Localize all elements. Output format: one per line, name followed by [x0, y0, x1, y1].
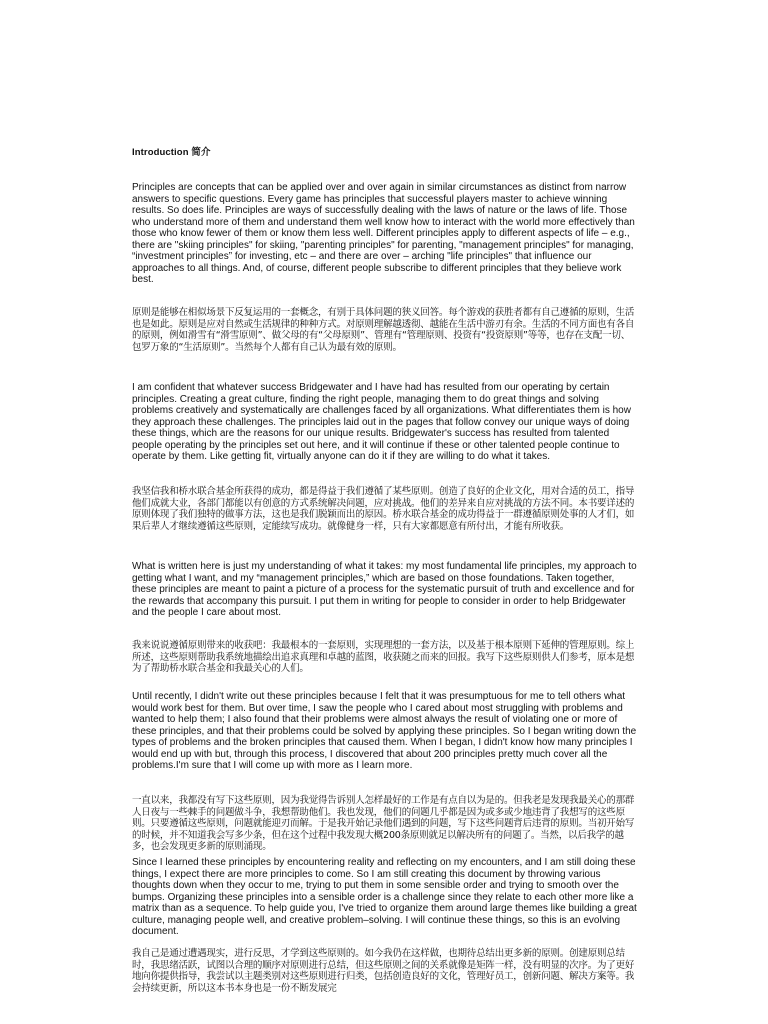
- paragraph-zh-5: 我自己是通过遭遇现实，进行反思，才学到这些原则的。如今我仍在这样做，也期待总结出更多新的原则。创建原则总结时，我思绪活跃，试图以合理的顺序对原则进行总结，但这些原则之间的关系就像是矩阵一样，没有明显的次序。为了更好地向你提供指导，我尝试以主题类别对这些原则进行归类，包括创造良好的文化，管理好员工，创新问题、解决方案等。我会持续更新，所以这本书本身也是一份不断发展完: [132, 948, 635, 994]
- paragraph-en-4: Until recently, I didn't write out these principles because I felt that it was presumptuous for me to tell others what would work best for them. But over time, I saw the people who I cared about most struggling with problems and wanted to help them; I also found that their problems were almost always the result of violating one or more of these principles, and that their problems could be solved by applying these principles. So I began writing down the types of problems and the broken principles that caused them. When I began, I didn't know how many principles I would end up with but, through this process, I discovered that about 200 principles pretty much cover all the problems.I'm sure that I will come up with more as I learn more.: [132, 691, 637, 771]
- paragraph-zh-2: 我坚信我和桥水联合基金所获得的成功，都是得益于我们遵循了某些原则。创造了良好的企业文化，用对合适的员工，指导他们成就大业，各部门都能以有创意的方式系统解决问题，应对挑战。他们的差异来自应对挑战的方法不同。本书要详述的原则体现了我们独特的做事方法，这也是我们脱颖而出的原因。桥水联合基金的成功得益于一群遵循原则处事的人才们，如果后辈人才继续遵循这些原则，定能续写成功。就像健身一样，只有大家都愿意有所付出，才能有所收获。: [132, 486, 635, 532]
- paragraph-en-2: I am confident that whatever success Bridgewater and I have had has resulted from our operating by certain principles. Creating a great culture, finding the right people, managing them to do great things and solving problems creatively and systematically are challenges faced by all organizations. What differentiates them is how they approach these challenges. The principles laid out in the pages that follow convey our unique ways of doing these things, which are the reasons for our unique results. Bridgewater's success has resulted from talented people operating by the principles set out here, and it will continue if these or other talented people continue to operate by them. Like getting fit, virtually anyone can do it if they are willing to do what it takes.: [132, 382, 631, 462]
- paragraph-en-1: Principles are concepts that can be applied over and over again in similar circumstances as distinct from narrow answers to specific questions. Every game has principles that successful players master to achieve winning results. So does life. Principles are ways of successfully dealing with the laws of nature or the laws of life. Those who understand more of them and understand them well know how to interact with the world more effectively than those who know fewer of them or know them less well. Different principles apply to different aspects of life – e.g., there are "skiing principles" for skiing, "parenting principles" for parenting, "management principles" for managing, “investment principles” for investing, etc – and there are over – arching "life principles" that influence our approaches to all things. And, of course, different people subscribe to different principles that they believe work best.: [132, 182, 635, 285]
- paragraph-en-5: Since I learned these principles by encountering reality and reflecting on my encounters, and I am still doing these things, I expect there are more principles to come. So I am still creating this document by throwing various thoughts down when they occur to me, trying to put them in some sensible order and trying to smooth over the bumps. Organizing these principles into a sensible order is a challenge since they relate to each other more like a matrix than as a sequence. To help guide you, I've tried to organize them around large themes like building a great culture, managing people well, and creative problem–solving. I will continue these things, so this is an evolving document.: [132, 857, 637, 937]
- paragraph-en-3: What is written here is just my understanding of what it takes: my most fundamental life principles, my approach to getting what I want, and my “management principles,” which are based on those foundations. Taken together, these principles are meant to paint a picture of a process for the systematic pursuit of truth and excellence and for the rewards that accompany this pursuit. I put them in writing for people to consider in order to help Bridgewater and the people I care about most.: [132, 561, 637, 618]
- paragraph-zh-3: 我来说说遵循原则带来的收获吧：我最根本的一套原则，实现理想的一套方法，以及基于根本原则下延伸的管理原则。综上所述，这些原则帮助我系统地描绘出追求真理和卓越的蓝图，收获随之而来的回报。我写下这些原则供人们参考，原本是想为了帮助桥水联合基金和我最关心的人们。: [132, 640, 635, 675]
- paragraph-zh-1: 原则是能够在相似场景下反复运用的一套概念，有别于具体问题的狭义回答。每个游戏的获胜者都有自己遵循的原则，生活也是如此。原则是应对自然或生活规律的种种方式。对原则理解越透彻、越能在生活中游刃有余。生活的不同方面也有各自的原则，例如滑雪有“滑雪原则”、做父母的有“父母原则”、管理有“管理原则、投资有“投资原则”等等，也存在支配一切、包罗万象的“生活原则”。当然每个人都有自己认为最有效的原则。: [132, 307, 635, 353]
- paragraph-zh-4: 一直以来，我都没有写下这些原则，因为我觉得告诉别人怎样最好的工作是有点自以为是的。但我老是发现我最关心的那群人日夜与一些棘手的问题做斗争，我想帮助他们。我也发现，他们的问题几乎都是因为或多或少地违背了我想写的这些原则。只要遵循这些原则，问题就能迎刃而解。于是我开始记录他们遇到的问题，写下这些问题背后违背的原则。当初开始写的时候，并不知道我会写多少条，但在这个过程中我发现大概200条原则就足以解决所有的问题了。当然，以后我学的越多，也会发现更多新的原则涌现。: [132, 795, 635, 853]
- section-heading: Introduction 简介: [132, 147, 211, 158]
